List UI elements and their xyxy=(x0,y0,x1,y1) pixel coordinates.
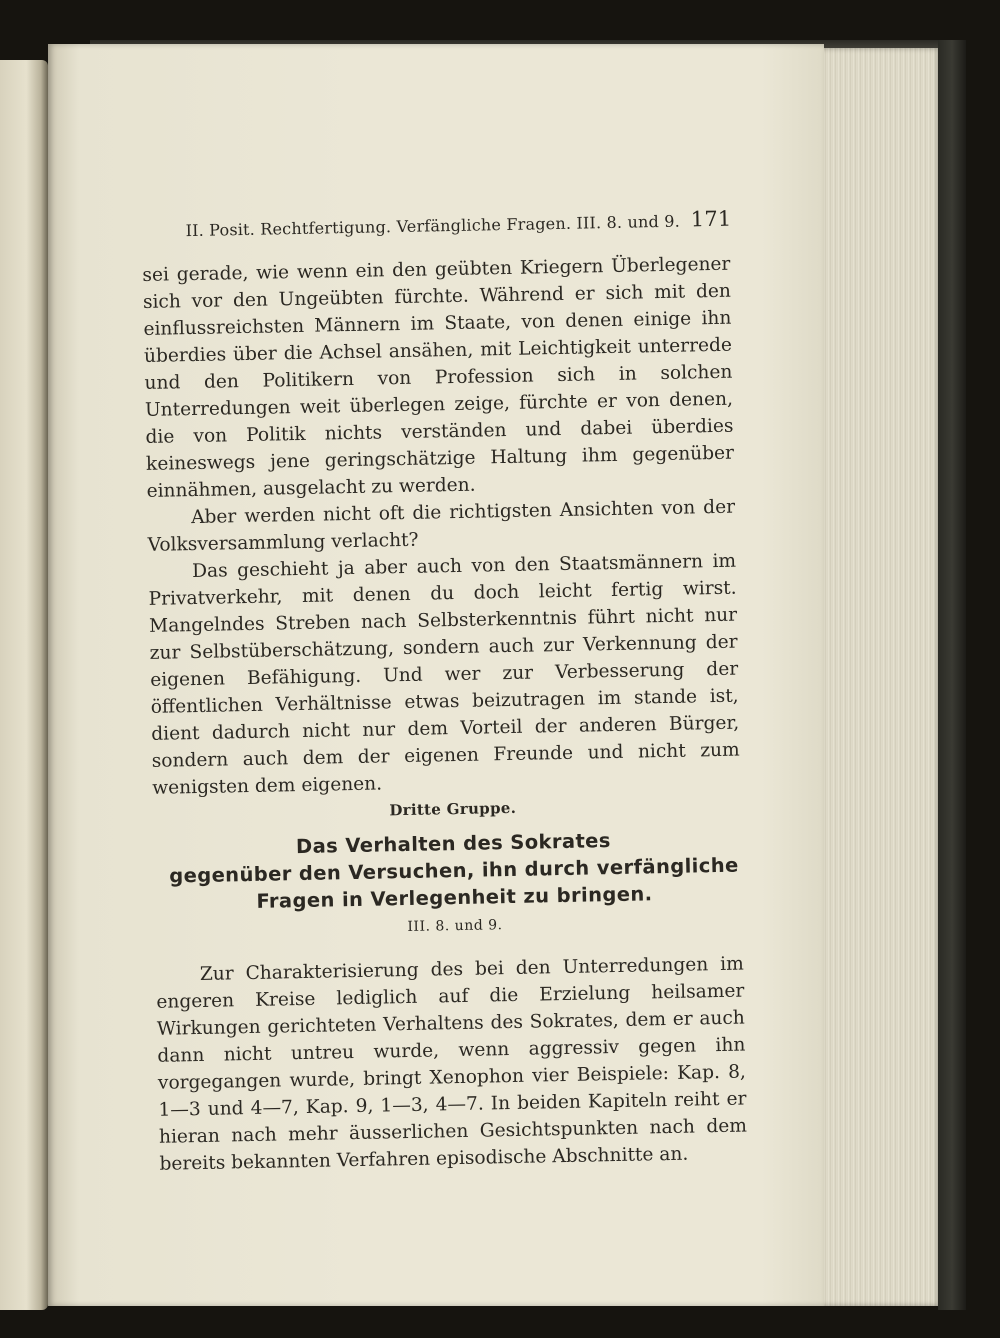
paragraph-1: sei gerade, wie wenn ein den geübten Kriegern Überlegener sich vor den Ungeübten fürchte. Während er sich mit den einflussreichsten Männern im Staate, von denen einige ihn überdies über die Achsel ansähen, mit Leichtigkeit unterrede und den Politikern von Profession sich in solchen Unterredungen weit überlegen zeige, fürchte er von denen, die von Politik nichts verständen und dabei überdies keineswegs jene geringschätzige Haltung ihm gegenüber einnähmen, ausgelacht zu werden. xyxy=(142,253,735,502)
section-title-line-2: gegenüber den Versuchen, ihn durch verfängliche xyxy=(169,853,739,888)
book-page xyxy=(48,44,824,1306)
running-head xyxy=(185,207,731,241)
group-label: Dritte Gruppe. xyxy=(389,798,517,820)
page-number: 171 xyxy=(690,206,732,232)
section-reference: III. 8. und 9. xyxy=(407,917,503,935)
paragraph-2: Aber werden nicht oft die richtigsten Ansichten von der Volksversammlung verlacht? xyxy=(147,496,736,556)
section-title-line-1: Das Verhalten des Sokrates xyxy=(295,829,612,859)
page-block-edges xyxy=(812,48,938,1306)
section-paragraph: Zur Charakterisierung des bei den Unterredungen im engeren Kreise lediglich auf die Erzielung heilsamer Wirkungen gerichteten Verhaltens des Sokrates, dem er auch dann nicht untreu wurde, wenn aggressiv gegen ihn vorgegangen wurde, bringt Xenophon vier Beispiele: Kap. 8, 1—3 und 4—7, Kap. 9, 1—3, 4—7. In beiden Kapiteln reiht er hieran nach mehr äusserlichen Gesichtspunkten nach dem bereits bekannten Verfahren episodische Abschnitte an. xyxy=(156,953,748,1175)
section-title-line-3: Fragen in Verlegenheit zu bringen. xyxy=(256,882,653,913)
book-cover-spine-edge xyxy=(938,40,966,1310)
facing-page-edge xyxy=(0,60,48,1310)
running-head-title: II. Posit. Rechtfertigung. Verfängliche Fragen. III. 8. und 9. xyxy=(185,211,681,241)
section-title xyxy=(153,824,754,917)
paragraph-3: Das geschieht ja aber auch von den Staatsmännern im Privatverkehr, mit denen du doch leicht fertig wirst. Mangelndes Streben nach Selbsterkenntnis führt nicht nur zur Selbstüberschätzung, sondern auch zur Verkennung der eigenen Befähigung. Und wer zur Verbesserung der öffentlichen Verhältnisse etwas beizutragen im stande ist, dient dadurch nicht nur dem Vorteil der anderen Bürger, sondern auch dem der eigenen Freunde und nicht zum wenigsten dem eigenen. xyxy=(148,550,740,799)
